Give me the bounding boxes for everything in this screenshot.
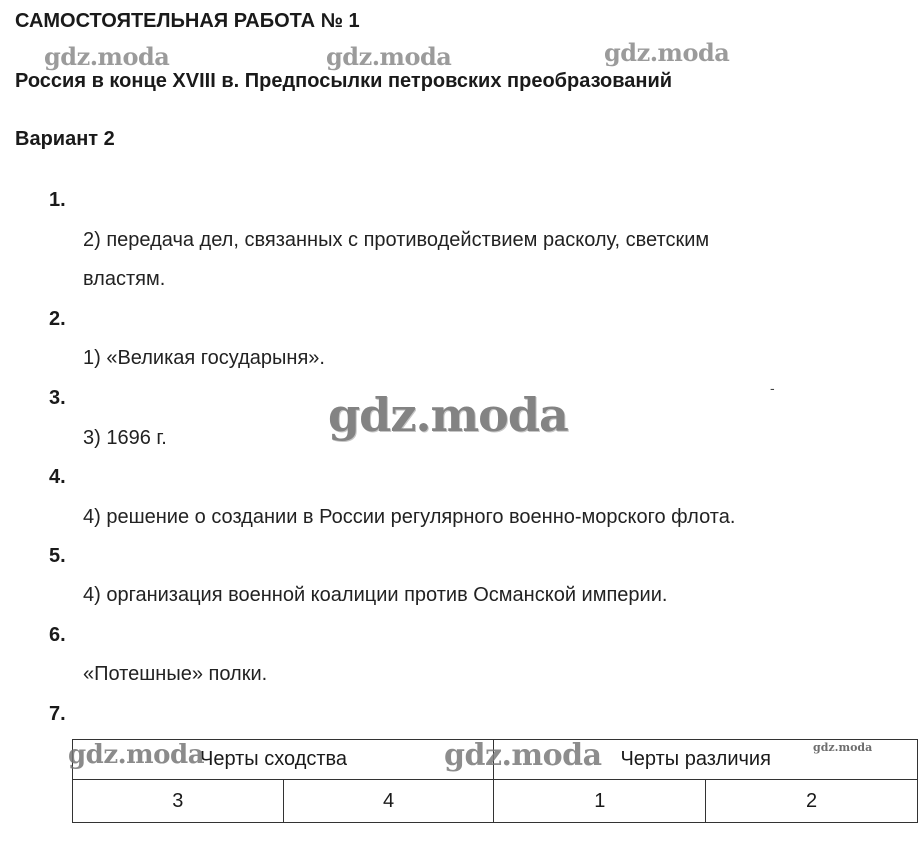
- variant-label: Вариант 2: [15, 128, 115, 150]
- watermark-logo: gdz.moda: [604, 38, 730, 67]
- watermark-logo: gdz.moda: [328, 388, 568, 442]
- watermark-logo: gdz.moda: [444, 738, 602, 773]
- question-number: 4.: [49, 466, 66, 488]
- question-answer: «Потешные» полки.: [83, 663, 268, 685]
- table-row: [73, 780, 918, 823]
- header-differences: Черты различия: [494, 740, 918, 780]
- question-number: 5.: [49, 545, 66, 567]
- watermark-logo: gdz.moda: [44, 42, 170, 71]
- question-answer: 1) «Великая государыня».: [83, 347, 325, 369]
- watermark-logo: gdz.moda: [813, 741, 873, 754]
- header-similarities: Черты сходства: [73, 740, 494, 780]
- question-answer: 4) решение о создании в России регулярного военно-морского флота.: [83, 506, 736, 528]
- question-number: 6.: [49, 624, 66, 646]
- table-cell: 1: [494, 780, 706, 823]
- question-answer: 3) 1696 г.: [83, 427, 167, 449]
- table-cell: 3: [73, 780, 284, 823]
- question-answer: властям.: [83, 268, 166, 290]
- document-subtitle: Россия в конце XVIII в. Предпосылки петровских преобразований: [15, 70, 673, 92]
- stray-mark: -: [770, 380, 775, 396]
- table-cell: 2: [706, 780, 918, 823]
- question-number: 7.: [49, 703, 66, 725]
- table-cell: 4: [283, 780, 494, 823]
- question-number: 3.: [49, 387, 66, 409]
- watermark-logo: gdz.moda: [326, 42, 452, 71]
- question-answer: 2) передача дел, связанных с противодействием расколу, светским: [83, 229, 710, 251]
- question-answer: 4) организация военной коалиции против Османской империи.: [83, 584, 668, 606]
- watermark-logo: gdz.moda: [68, 740, 205, 770]
- question-number: 2.: [49, 308, 66, 330]
- question-number: 1.: [49, 189, 66, 211]
- document-title: САМОСТОЯТЕЛЬНАЯ РАБОТА № 1: [15, 10, 360, 32]
